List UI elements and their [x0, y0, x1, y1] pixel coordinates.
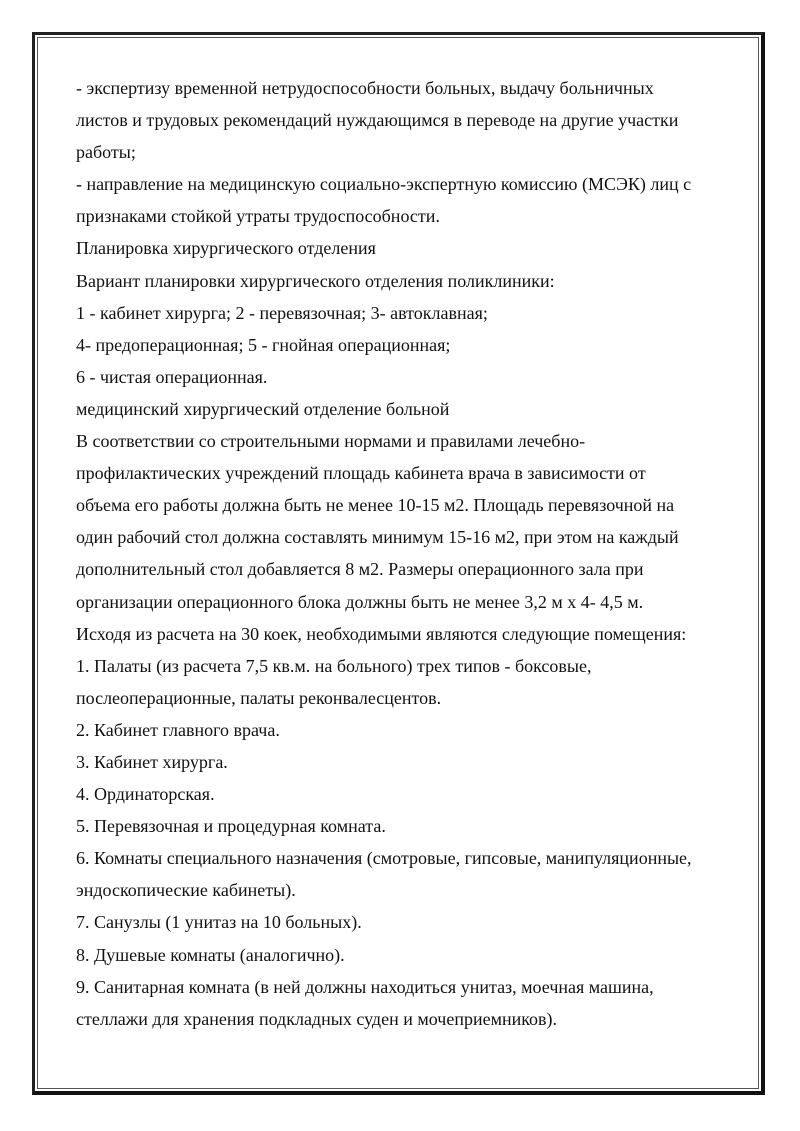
list-item: 5. Перевязочная и процедурная комната.: [76, 816, 386, 837]
text-line: В соответствии со строительными нормами и правилами лечебно-: [76, 431, 586, 452]
list-item: 1 - кабинет хирурга; 2 - перевязочная; 3- автоклавная;: [76, 302, 488, 323]
list-item: 4. Ординаторская.: [76, 784, 215, 805]
text-line: признаками стойкой утраты трудоспособности.: [76, 206, 440, 227]
text-line: Исходя из расчета на 30 коек, необходимыми являются следующие помещения:: [76, 623, 687, 644]
text-line: Вариант планировки хирургического отделения поликлиники:: [76, 270, 555, 291]
list-item: стеллажи для хранения подкладных суден и мочеприемников).: [76, 1008, 558, 1029]
text-line: медицинский хирургический отделение больной: [76, 398, 450, 419]
list-item: послеоперационные, палаты реконвалесцентов.: [76, 687, 442, 708]
text-line: работы;: [76, 142, 136, 163]
list-item: 3. Кабинет хирурга.: [76, 751, 228, 772]
text-line: - направление на медицинскую социально-экспертную комиссию (МСЭК) лиц с: [76, 174, 692, 195]
list-item: 4- предоперационная; 5 - гнойная операционная;: [76, 334, 451, 355]
text-line: дополнительный стол добавляется 8 м2. Размеры операционного зала при: [76, 559, 644, 580]
text-line: один рабочий стол должна составлять минимум 15-16 м2, при этом на каждый: [76, 527, 679, 548]
text-line: листов и трудовых рекомендаций нуждающимся в переводе на другие участки: [76, 110, 679, 131]
list-item: 1. Палаты (из расчета 7,5 кв.м. на больного) трех типов - боксовые,: [76, 655, 592, 676]
list-item: 9. Санитарная комната (в ней должны находиться унитаз, моечная машина,: [76, 976, 654, 997]
section-heading: Планировка хирургического отделения: [76, 238, 376, 259]
list-item: 2. Кабинет главного врача.: [76, 719, 280, 740]
text-line: объема его работы должна быть не менее 10-15 м2. Площадь перевязочной на: [76, 495, 675, 516]
list-item: эндоскопические кабинеты).: [76, 880, 296, 901]
text-line: - экспертизу временной нетрудоспособности больных, выдачу больничных: [76, 78, 654, 98]
list-item: 6 - чистая операционная.: [76, 366, 268, 387]
text-line: профилактических учреждений площадь кабинета врача в зависимости от: [76, 463, 646, 484]
list-item: 7. Санузлы (1 унитаз на 10 больных).: [76, 912, 362, 933]
document-body: [76, 72, 736, 1035]
list-item: 8. Душевые комнаты (аналогично).: [76, 944, 345, 965]
list-item: 6. Комнаты специального назначения (смотровые, гипсовые, манипуляционные,: [76, 848, 692, 869]
text-line: организации операционного блока должны быть не менее 3,2 м х 4- 4,5 м.: [76, 591, 644, 612]
